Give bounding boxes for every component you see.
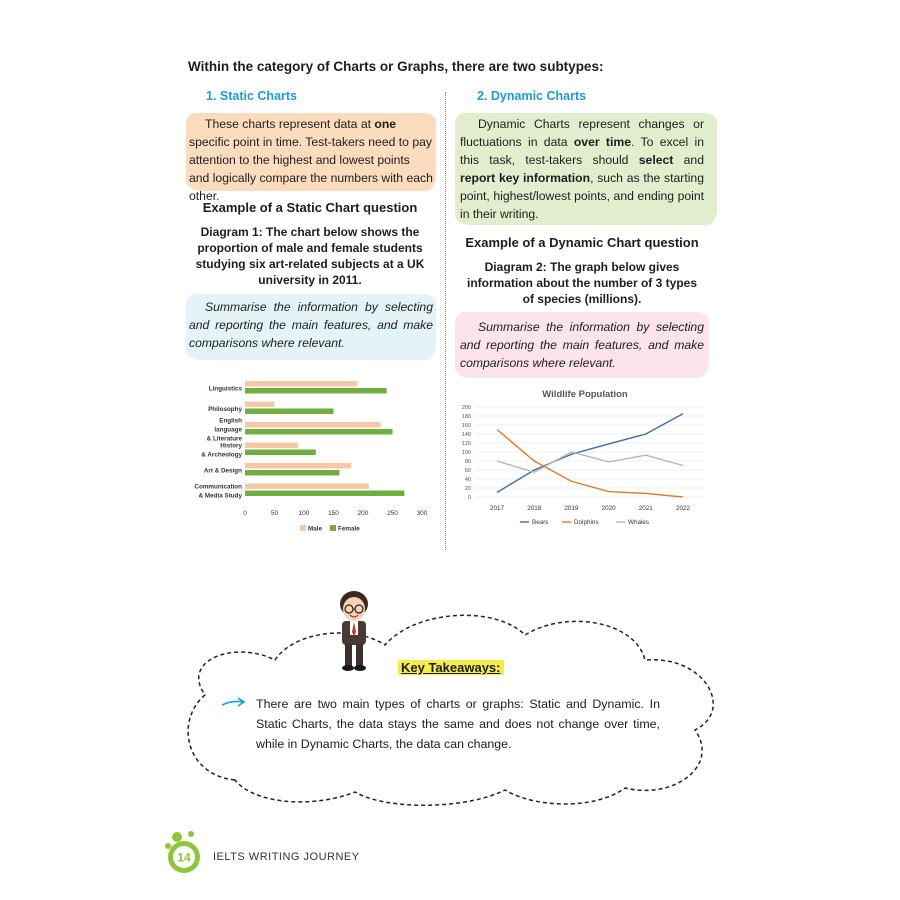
y-tick-label: 20 xyxy=(464,486,471,492)
x-tick-label: 2019 xyxy=(564,505,579,512)
page-number-badge xyxy=(160,828,206,878)
series-line-whales xyxy=(497,452,683,472)
legend-swatch xyxy=(300,525,306,531)
legend-label: Female xyxy=(338,525,360,533)
legend-label: Bears xyxy=(532,519,549,526)
x-tick-label: 2021 xyxy=(638,505,653,512)
category-label: & Media Study xyxy=(198,492,242,500)
static-paragraph: These charts represent data at one specific point in time. Test-takers need to pay attention to the highest and lowest points and logically compare the numbers with each other. xyxy=(189,117,433,203)
static-instruction: Summarise the information by selecting and reporting the main features, and make comparisons where relevant. xyxy=(189,300,433,350)
bar-female xyxy=(245,409,334,415)
y-tick-label: 100 xyxy=(461,450,471,456)
y-tick-label: 200 xyxy=(461,405,471,411)
bar-chart xyxy=(185,375,440,540)
x-tick-label: 300 xyxy=(416,510,428,517)
bar-male xyxy=(245,443,298,449)
takeaways-text: There are two main types of charts or graphs: Static and Dynamic. In Static Charts, the data stays the same and does not change over time, while in Dynamic Charts, the data can change. xyxy=(256,697,660,751)
legend-label: Dolphins xyxy=(574,519,599,526)
y-tick-label: 120 xyxy=(461,441,471,447)
x-tick-label: 100 xyxy=(298,510,310,517)
x-tick-label: 50 xyxy=(270,510,279,517)
bar-female xyxy=(245,388,387,394)
column-divider xyxy=(445,92,446,550)
category-label: Communication xyxy=(194,483,242,491)
bar-female xyxy=(245,470,339,476)
category-label: Philosophy xyxy=(208,406,242,413)
bar-female xyxy=(245,450,316,456)
y-tick-label: 160 xyxy=(461,423,471,429)
y-tick-label: 140 xyxy=(461,432,471,438)
y-tick-label: 0 xyxy=(467,495,471,501)
category-label: History xyxy=(220,442,242,450)
dynamic-example-heading: Example of a Dynamic Chart question xyxy=(465,235,699,250)
line-chart xyxy=(455,380,715,540)
category-label: Art & Design xyxy=(203,467,242,475)
y-tick-label: 180 xyxy=(461,414,471,420)
takeaways-title: Key Takeaways: xyxy=(398,660,504,675)
x-tick-label: 2022 xyxy=(675,505,691,512)
bar-female xyxy=(245,429,393,435)
series-line-dolphins xyxy=(497,430,683,498)
bar-male xyxy=(245,402,275,408)
x-tick-label: 2020 xyxy=(601,505,616,512)
static-heading: 1. Static Charts xyxy=(206,89,298,103)
category-label: & Archeology xyxy=(201,451,242,459)
category-label: Linguistics xyxy=(208,385,242,393)
x-tick-label: 200 xyxy=(357,510,369,517)
x-tick-label: 150 xyxy=(328,510,339,517)
bar-male xyxy=(245,381,357,387)
bar-female xyxy=(245,491,404,497)
page-number: 14 xyxy=(177,850,191,865)
dynamic-diagram-caption: Diagram 2: The graph below gives information about the number of 3 types of species (millions). xyxy=(466,260,697,306)
category-label: language xyxy=(214,426,242,434)
x-tick-label: 2017 xyxy=(489,505,505,512)
x-tick-label: 250 xyxy=(387,510,398,517)
intro-text: Within the category of Charts or Graphs, there are two subtypes: xyxy=(188,59,604,74)
static-example-heading: Example of a Static Chart question xyxy=(202,200,418,215)
dynamic-paragraph: Dynamic Charts represent changes or fluctuations in data over time. To excel in this task, test-takers should select and report key information, such as the starting point, highest/lowest points, and ending point in their writing. xyxy=(460,117,704,221)
bar-male xyxy=(245,463,351,469)
dynamic-heading: 2. Dynamic Charts xyxy=(477,89,587,103)
category-label: English xyxy=(219,417,242,425)
teacher-character-illustration xyxy=(328,584,380,676)
legend-label: Male xyxy=(308,525,322,533)
legend-swatch xyxy=(330,525,336,531)
y-tick-label: 80 xyxy=(464,459,471,465)
chart-title: Wildlife Population xyxy=(542,389,628,400)
footer-title: IELTS WRITING JOURNEY xyxy=(213,851,360,863)
dynamic-instruction: Summarise the information by selecting and reporting the main features, and make comparisons where relevant. xyxy=(460,320,704,370)
x-tick-label: 0 xyxy=(243,510,247,517)
x-tick-label: 2018 xyxy=(527,505,542,512)
category-label: & Literature xyxy=(206,435,242,443)
arrow-right-icon xyxy=(220,696,248,710)
static-diagram-caption: Diagram 1: The chart below shows the proportion of male and female students studying six art-related subjects at a UK university in 2011. xyxy=(195,225,425,287)
bar-male xyxy=(245,422,381,428)
bar-male xyxy=(245,484,369,490)
legend-label: Whales xyxy=(628,519,649,526)
y-tick-label: 40 xyxy=(464,477,471,483)
y-tick-label: 60 xyxy=(464,468,471,474)
